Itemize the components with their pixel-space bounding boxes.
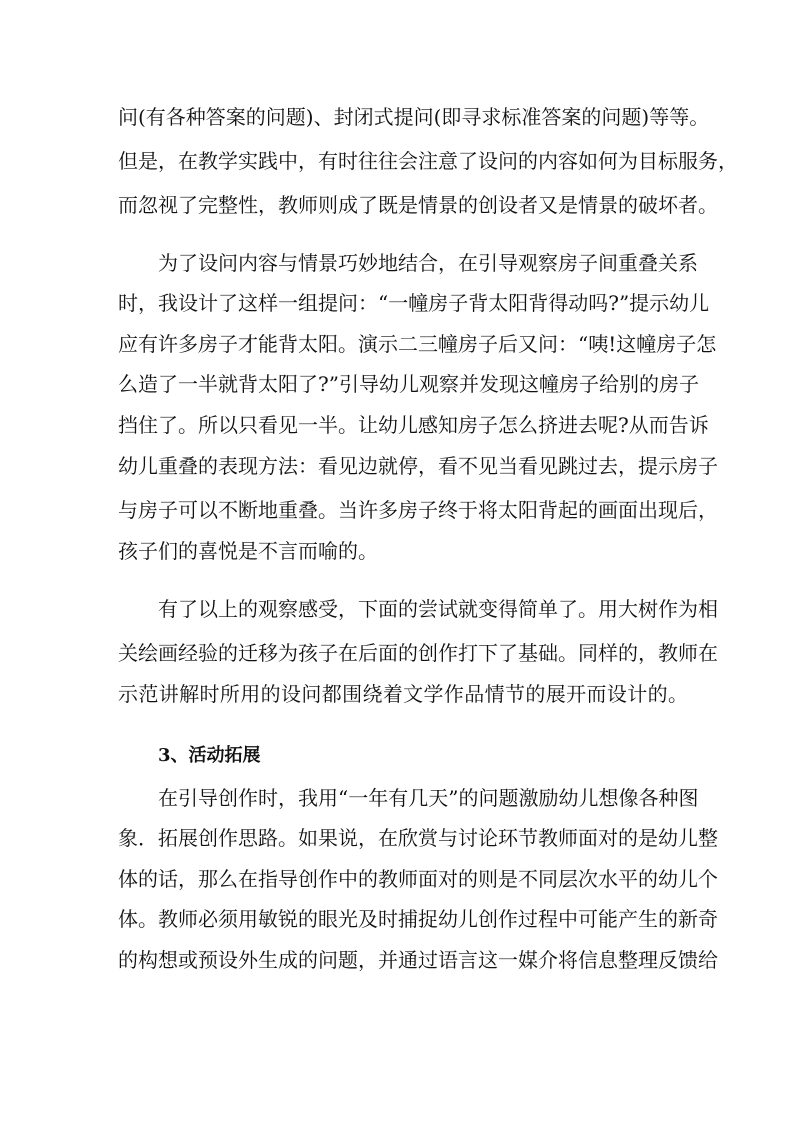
paragraph-line: 幼儿重叠的表现方法：看见边就停，看不见当看见跳过去，提示房子 <box>118 454 718 478</box>
paragraph-line: 但是，在教学实践中，有时往往会注意了设问的内容如何为目标服务， <box>118 149 738 173</box>
paragraph-line: 挡住了。所以只看见一半。让幼儿感知房子怎么挤进去呢?从而告诉 <box>118 413 709 437</box>
paragraph-line: 时，我设计了这样一组提问：“一幢房子背太阳背得动吗?”提示幼儿 <box>118 291 710 315</box>
paragraph-line: 么造了一半就背太阳了?”引导幼儿观察并发现这幢房子给别的房子 <box>118 372 699 396</box>
paragraph-line: 而忽视了完整性，教师则成了既是情景的创设者又是情景的破坏者。 <box>118 193 718 217</box>
paragraph-line: 与房子可以不断地重叠。当许多房子终于将太阳背起的画面出现后， <box>118 498 718 522</box>
paragraph-line: 象．拓展创作思路。如果说，在欣赏与讨论环节教师面对的是幼儿整 <box>118 826 718 850</box>
paragraph-line: 的构想或预设外生成的问题，并通过语言这一媒介将信息整理反馈给 <box>118 948 718 972</box>
paragraph-line: 为了设问内容与情景巧妙地结合，在引导观察房子间重叠关系 <box>158 251 698 275</box>
paragraph-line: 应有许多房子才能背太阳。演示二三幢房子后又问：“咦!这幢房子怎 <box>118 332 717 356</box>
paragraph-line: 孩子们的喜悦是不言而喻的。 <box>118 539 378 563</box>
paragraph-line: 体的话，那么在指导创作中的教师面对的则是不同层次水平的幼儿个 <box>118 867 718 891</box>
paragraph-line: 问(有各种答案的问题)、封闭式提问(即寻求标准答案的问题)等等。 <box>118 105 710 129</box>
paragraph-line: 示范讲解时所用的设问都围绕着文学作品情节的展开而设计的。 <box>118 682 688 706</box>
paragraph-line: 在引导创作时，我用“一年有几天”的问题激励幼儿想像各种图 <box>158 786 699 810</box>
section-heading: 3、活动拓展 <box>158 745 261 766</box>
paragraph-line: 有了以上的观察感受，下面的尝试就变得简单了。用大树作为相 <box>158 597 718 621</box>
paragraph-line: 关绘画经验的迁移为孩子在后面的创作打下了基础。同样的，教师在 <box>118 641 718 665</box>
paragraph-line: 体。教师必须用敏锐的眼光及时捕捉幼儿创作过程中可能产生的新奇 <box>118 907 718 931</box>
